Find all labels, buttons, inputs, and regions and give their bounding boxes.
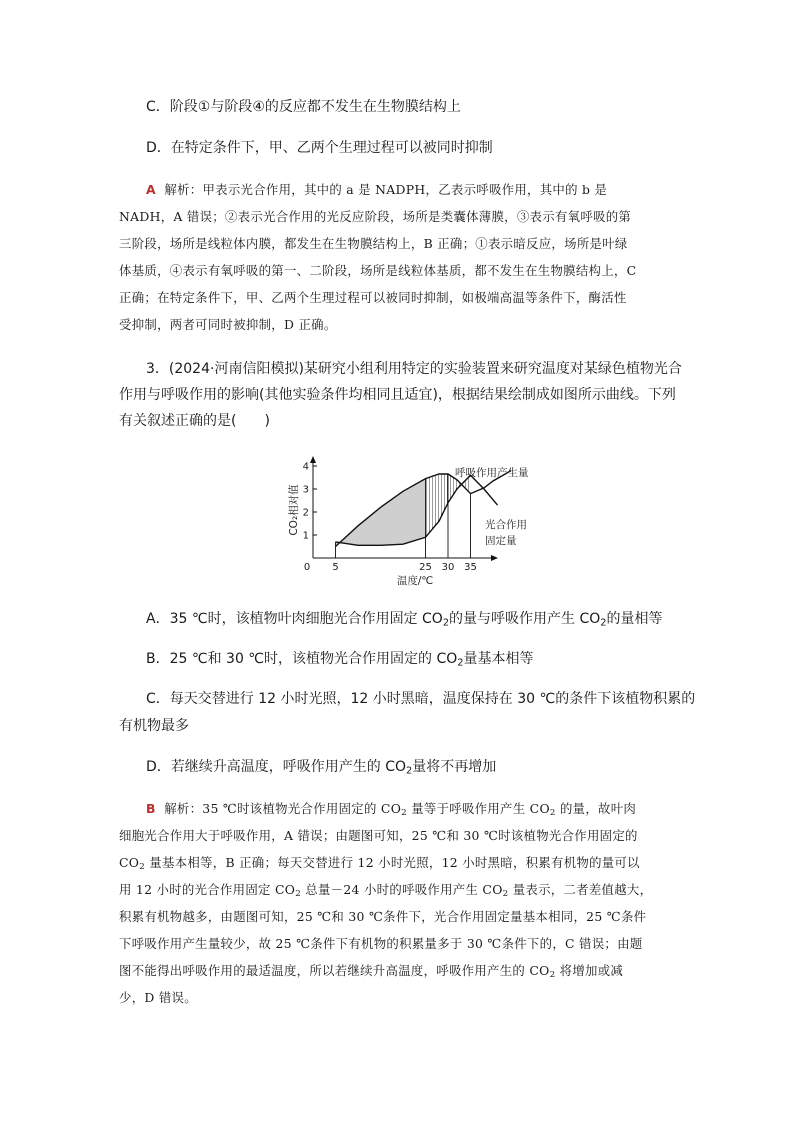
y-tick-label-2: 2	[302, 507, 309, 519]
q3-analysis-line-2: 细胞光合作用大于呼吸作用，A 错误；由题图可知，25 ℃和 30 ℃时该植物光合作用固定的	[119, 828, 638, 843]
legend-respiration: 呼吸作用产生量	[455, 467, 529, 479]
q3-analysis-line-1: B 解析：35 ℃时该植物光合作用固定的 $CO_2$ 量等于呼吸作用产生 $CO_2$ 的量，故叶肉	[146, 801, 637, 819]
q2-analysis-line-5: 正确；在特定条件下，甲、乙两个生理过程可以被同时抑制，如极端高温等条件下，酶活性	[119, 290, 627, 305]
q3-analysis-line-8: 少，D 错误。	[119, 990, 197, 1005]
y-tick-label-1: 1	[302, 530, 309, 542]
q2-analysis-line-6: 受抑制，两者可同时被抑制，D 正确。	[119, 317, 337, 332]
q3-analysis-line-6: 下呼吸作用产生量较少，故 25 ℃条件下有机物的积累量多于 30 ℃条件下的，C 错误；由题	[119, 936, 643, 951]
y-tick-label-4: 4	[302, 461, 309, 473]
x-tick-label-25: 25	[419, 562, 432, 573]
q3-stem-line-3: 有关叙述正确的是( )	[119, 413, 270, 429]
q2-option-c: C．阶段①与阶段④的反应都不发生在生物膜结构上	[146, 99, 461, 115]
origin-label: 0	[303, 562, 311, 573]
x-axis-arrow	[491, 555, 498, 561]
y-axis-arrow	[310, 456, 316, 463]
x-tick-label-35: 35	[464, 562, 477, 573]
q3-analysis-line-4: 用 12 小时的光合作用固定 $CO_2$ 总量－24 小时的呼吸作用产生 $CO_2$ 量表示，二者差值越大，	[119, 882, 653, 900]
q3-option-d: D．若继续升高温度，呼吸作用产生的 $CO_2$量将不再增加	[146, 759, 497, 777]
q2-analysis-line-3: 三阶段，场所是线粒体内膜，都发生在生物膜结构上，B 正确；①表示暗反应，场所是叶绿	[119, 236, 628, 251]
q3-option-c-line-1: C．每天交替进行 12 小时光照，12 小时黑暗，温度保持在 30 ℃的条件下该植物积累的	[146, 691, 696, 707]
q2-analysis-line-2: NADH，A 错误；②表示光合作用的光反应阶段，场所是类囊体薄膜，③表示有氧呼吸的第	[119, 209, 632, 224]
legend-photosynthesis: 光合作用	[485, 519, 527, 531]
q3-analysis-line-7: 图不能得出呼吸作用的最适温度，所以若继续升高温度，呼吸作用产生的 $CO_2$ 将增加或减	[119, 963, 624, 981]
q3-analysis-line-3: $CO_2$ 量基本相等，B 正确；每天交替进行 12 小时光照，12 小时黑暗，积累有机物的量可以	[119, 855, 640, 873]
q3-option-a: A．35 ℃时，该植物叶肉细胞光合作用固定 $CO_2$的量与呼吸作用产生 $CO_2$的量相等	[146, 611, 663, 629]
q3-stem-line-2: 作用与呼吸作用的影响(其他实验条件均相同且适宜)，根据结果绘制成如图所示曲线。下列	[119, 387, 676, 403]
q3-analysis-line-5: 积累有机物越多，由题图可知，25 ℃和 30 ℃条件下，光合作用固定量基本相同，25 ℃条件	[119, 909, 647, 924]
x-axis-label: 温度/℃	[396, 575, 434, 587]
q2-analysis-text: 解析：甲表示光合作用，其中的 a 是 NADPH，乙表示呼吸作用，其中的 b 是	[164, 182, 608, 197]
q2-answer: A	[146, 182, 156, 197]
q2-analysis-line-1	[146, 180, 607, 198]
q3-option-b: B．25 ℃和 30 ℃时，该植物光合作用固定的 $CO_2$量基本相等	[146, 651, 534, 669]
q2-option-d: D．在特定条件下，甲、乙两个生理过程可以被同时抑制	[146, 140, 493, 156]
q3-option-c-line-2: 有机物最多	[119, 718, 189, 734]
q2-analysis-line-4: 体基质，④表示有氧呼吸的第一、二阶段，场所是线粒体基质，都不发生在生物膜结构上，C	[119, 263, 637, 278]
q3-stem-line-1: 3．(2024·河南信阳模拟)某研究小组利用特定的实验装置来研究温度对某绿色植物光合	[146, 361, 682, 377]
legend-photosynthesis-2: 固定量	[485, 535, 517, 547]
y-axis-label: CO₂相对值	[288, 484, 300, 536]
co2-temperature-chart	[285, 450, 555, 590]
x-tick-label-5: 5	[332, 562, 339, 573]
x-tick-label-30: 30	[441, 562, 455, 573]
q3-answer: B	[146, 801, 156, 816]
y-tick-label-3: 3	[302, 484, 309, 496]
